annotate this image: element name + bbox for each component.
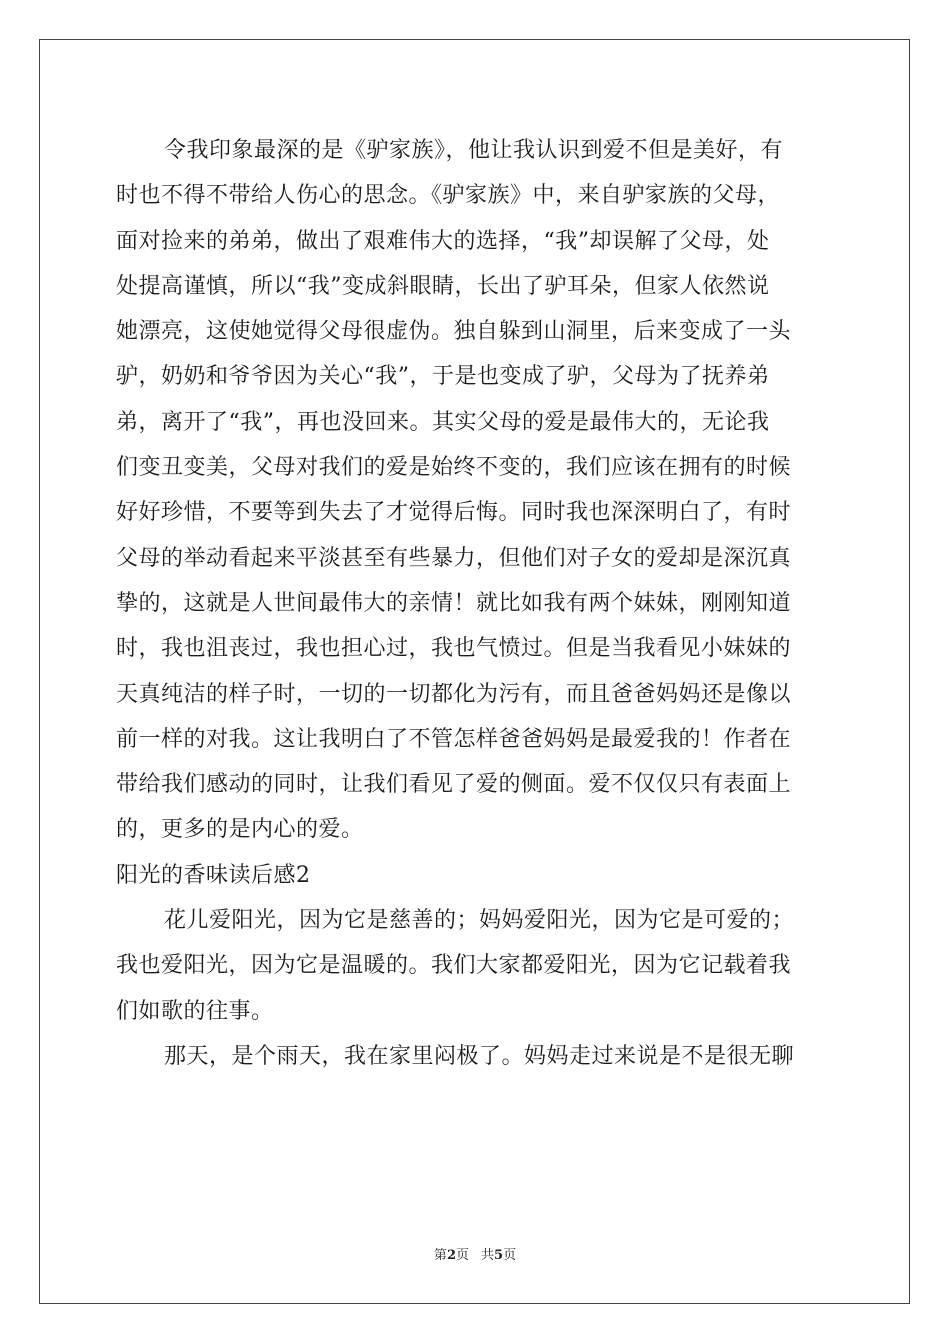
paragraph-line: 令我印象最深的是《驴家族》，他让我认识到爱不但是美好，有 xyxy=(164,138,784,163)
paragraph-line: 面对捡来的弟弟，做出了艰难伟大的选择，“我”却误解了父母，处 xyxy=(116,228,770,254)
paragraph-line: 弟，离开了“我”，再也没回来。其实父母的爱是最伟大的，无论我 xyxy=(116,409,770,435)
paragraph-line: 那天，是个雨天，我在家里闷极了。妈妈走过来说是不是很无聊 xyxy=(164,1043,795,1069)
total-prefix: 共 xyxy=(481,1248,495,1263)
total-suffix: 页 xyxy=(503,1248,517,1263)
page-footer xyxy=(0,1247,950,1265)
paragraph-line: 带给我们感动的同时，让我们看见了爱的侧面。爱不仅仅只有表面上 xyxy=(116,772,792,798)
paragraph-line: 处提高谨慎，所以“我”变成斜眼睛，长出了驴耳朵，但家人依然说 xyxy=(116,273,770,299)
paragraph-line: 们如歌的往事。 xyxy=(116,998,274,1024)
paragraph-line: 她漂亮，这使她觉得父母很虚伪。独自躲到山洞里，后来变成了一头 xyxy=(116,319,792,345)
paragraph-line: 父母的举动看起来平淡甚至有些暴力，但他们对子女的爱却是深沉真 xyxy=(116,545,792,571)
paragraph-line: 我也爱阳光，因为它是温暖的。我们大家都爱阳光，因为它记载着我 xyxy=(116,953,792,979)
section-heading: 阳光的香味读后感2 xyxy=(116,862,311,888)
paragraph-line: 好好珍惜，不要等到失去了才觉得后悔。同时我也深深明白了，有时 xyxy=(116,500,792,526)
paragraph-line: 天真纯洁的样子时，一切的一切都化为污有，而且爸爸妈妈还是像以 xyxy=(116,681,792,707)
paragraph-line: 时也不得不带给人伤心的思念。《驴家族》中，来自驴家族的父母， xyxy=(116,183,781,209)
page-prefix: 第 xyxy=(433,1248,447,1263)
paragraph-line: 的，更多的是内心的爱。 xyxy=(116,817,364,843)
page-total: 5 xyxy=(494,1248,504,1263)
paragraph-line: 们变丑变美，父母对我们的爱是始终不变的，我们应该在拥有的时候 xyxy=(116,455,792,481)
paragraph-line: 前一样的对我。这让我明白了不管怎样爸爸妈妈是最爱我的！作者在 xyxy=(116,726,792,752)
document-body xyxy=(116,128,836,1079)
paragraph-line: 时，我也沮丧过，我也担心过，我也气愤过。但是当我看见小妹妹的 xyxy=(116,636,792,662)
paragraph-line: 挚的，这就是人世间最伟大的亲情！就比如我有两个妹妹，刚刚知道 xyxy=(116,590,792,616)
page-suffix: 页 xyxy=(455,1248,469,1263)
page-current: 2 xyxy=(446,1248,456,1263)
paragraph-line: 驴，奶奶和爷爷因为关心“我”，于是也变成了驴，父母为了抚养弟 xyxy=(116,364,770,390)
paragraph-line: 花儿爱阳光，因为它是慈善的；妈妈爱阳光，因为它是可爱的； xyxy=(164,908,795,934)
